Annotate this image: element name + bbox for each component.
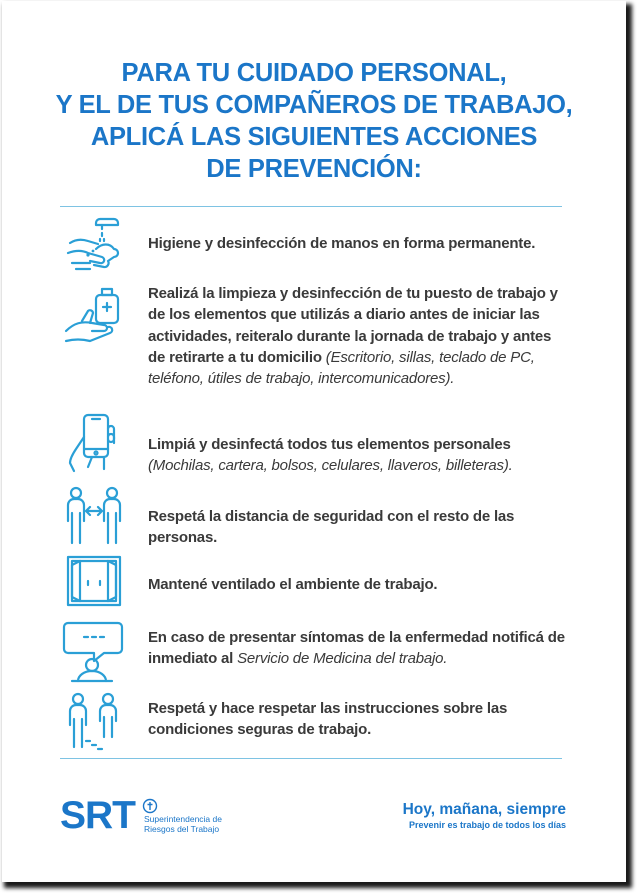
item-text [148,627,568,670]
slogan-text: Hoy, mañana, siempre [402,801,566,818]
item-text-bold: En caso de presentar síntomas de la enfermedad notificá de inmediato al [148,629,565,668]
report-symptoms-icon [62,619,126,683]
srt-subtitle-line: Superintendencia de [144,814,222,824]
item-text-italic: (Mochilas, cartera, bolsos, celulares, llaveros, billeteras). [148,457,513,475]
phone-hand-icon [62,411,126,475]
people-instructions-icon [62,691,126,755]
title-line: DE PREVENCIÓN: [206,155,422,183]
poster [2,1,626,882]
sanitizer-icon [62,285,126,349]
item-text [148,233,568,254]
title-line: PARA TU CUIDADO PERSONAL, [121,59,507,87]
item-text-bold: Respetá la distancia de seguridad con el resto de las personas. [148,508,515,547]
title-line: Y EL DE TUS COMPAÑEROS DE TRABAJO, [55,91,573,119]
seal-icon [142,798,158,814]
item-text [148,283,568,389]
srt-subtitle-line: Riesgos del Trabajo [144,824,220,834]
title-line: APLICÁ LAS SIGUIENTES ACCIONES [90,123,538,151]
page-title [2,57,626,185]
item-text-bold: Realizá la limpieza y desinfección de tu puesto de trabajo y de los elementos que utilizás a diario antes de iniciar las actividades, reiteralo durante la jornada de trabajo y antes de retirarte a tu domicilio [148,285,558,366]
bottom-divider [60,758,562,759]
item-text-bold: Limpiá y desinfectá todos tus elementos personales [148,436,511,453]
item-text [148,506,568,549]
social-distance-icon [62,485,126,549]
item-text [148,574,568,595]
item-text-italic: (Escritorio, sillas, teclado de PC, teléfono, útiles de trabajo, intercomunicadores). [148,348,535,388]
srt-logo-text: SRT [60,794,135,837]
slogan [403,801,566,831]
window-icon [62,553,126,617]
item-text [148,434,568,477]
item-text-bold: Higiene y desinfección de manos en forma permanente. [148,235,536,252]
srt-subtitle [144,814,222,834]
tagline-text: Prevenir es trabajo de todos los días [408,820,566,830]
item-text-bold: Mantené ventilado el ambiente de trabajo. [148,576,438,593]
item-text [148,698,568,741]
srt-logo [60,794,260,838]
top-divider [60,206,562,207]
item-text-bold: Respetá y hace respetar las instrucciones sobre las condiciones seguras de trabajo. [148,700,508,739]
item-text-italic: Servicio de Medicina del trabajo. [237,650,448,668]
handwash-icon [62,213,126,277]
